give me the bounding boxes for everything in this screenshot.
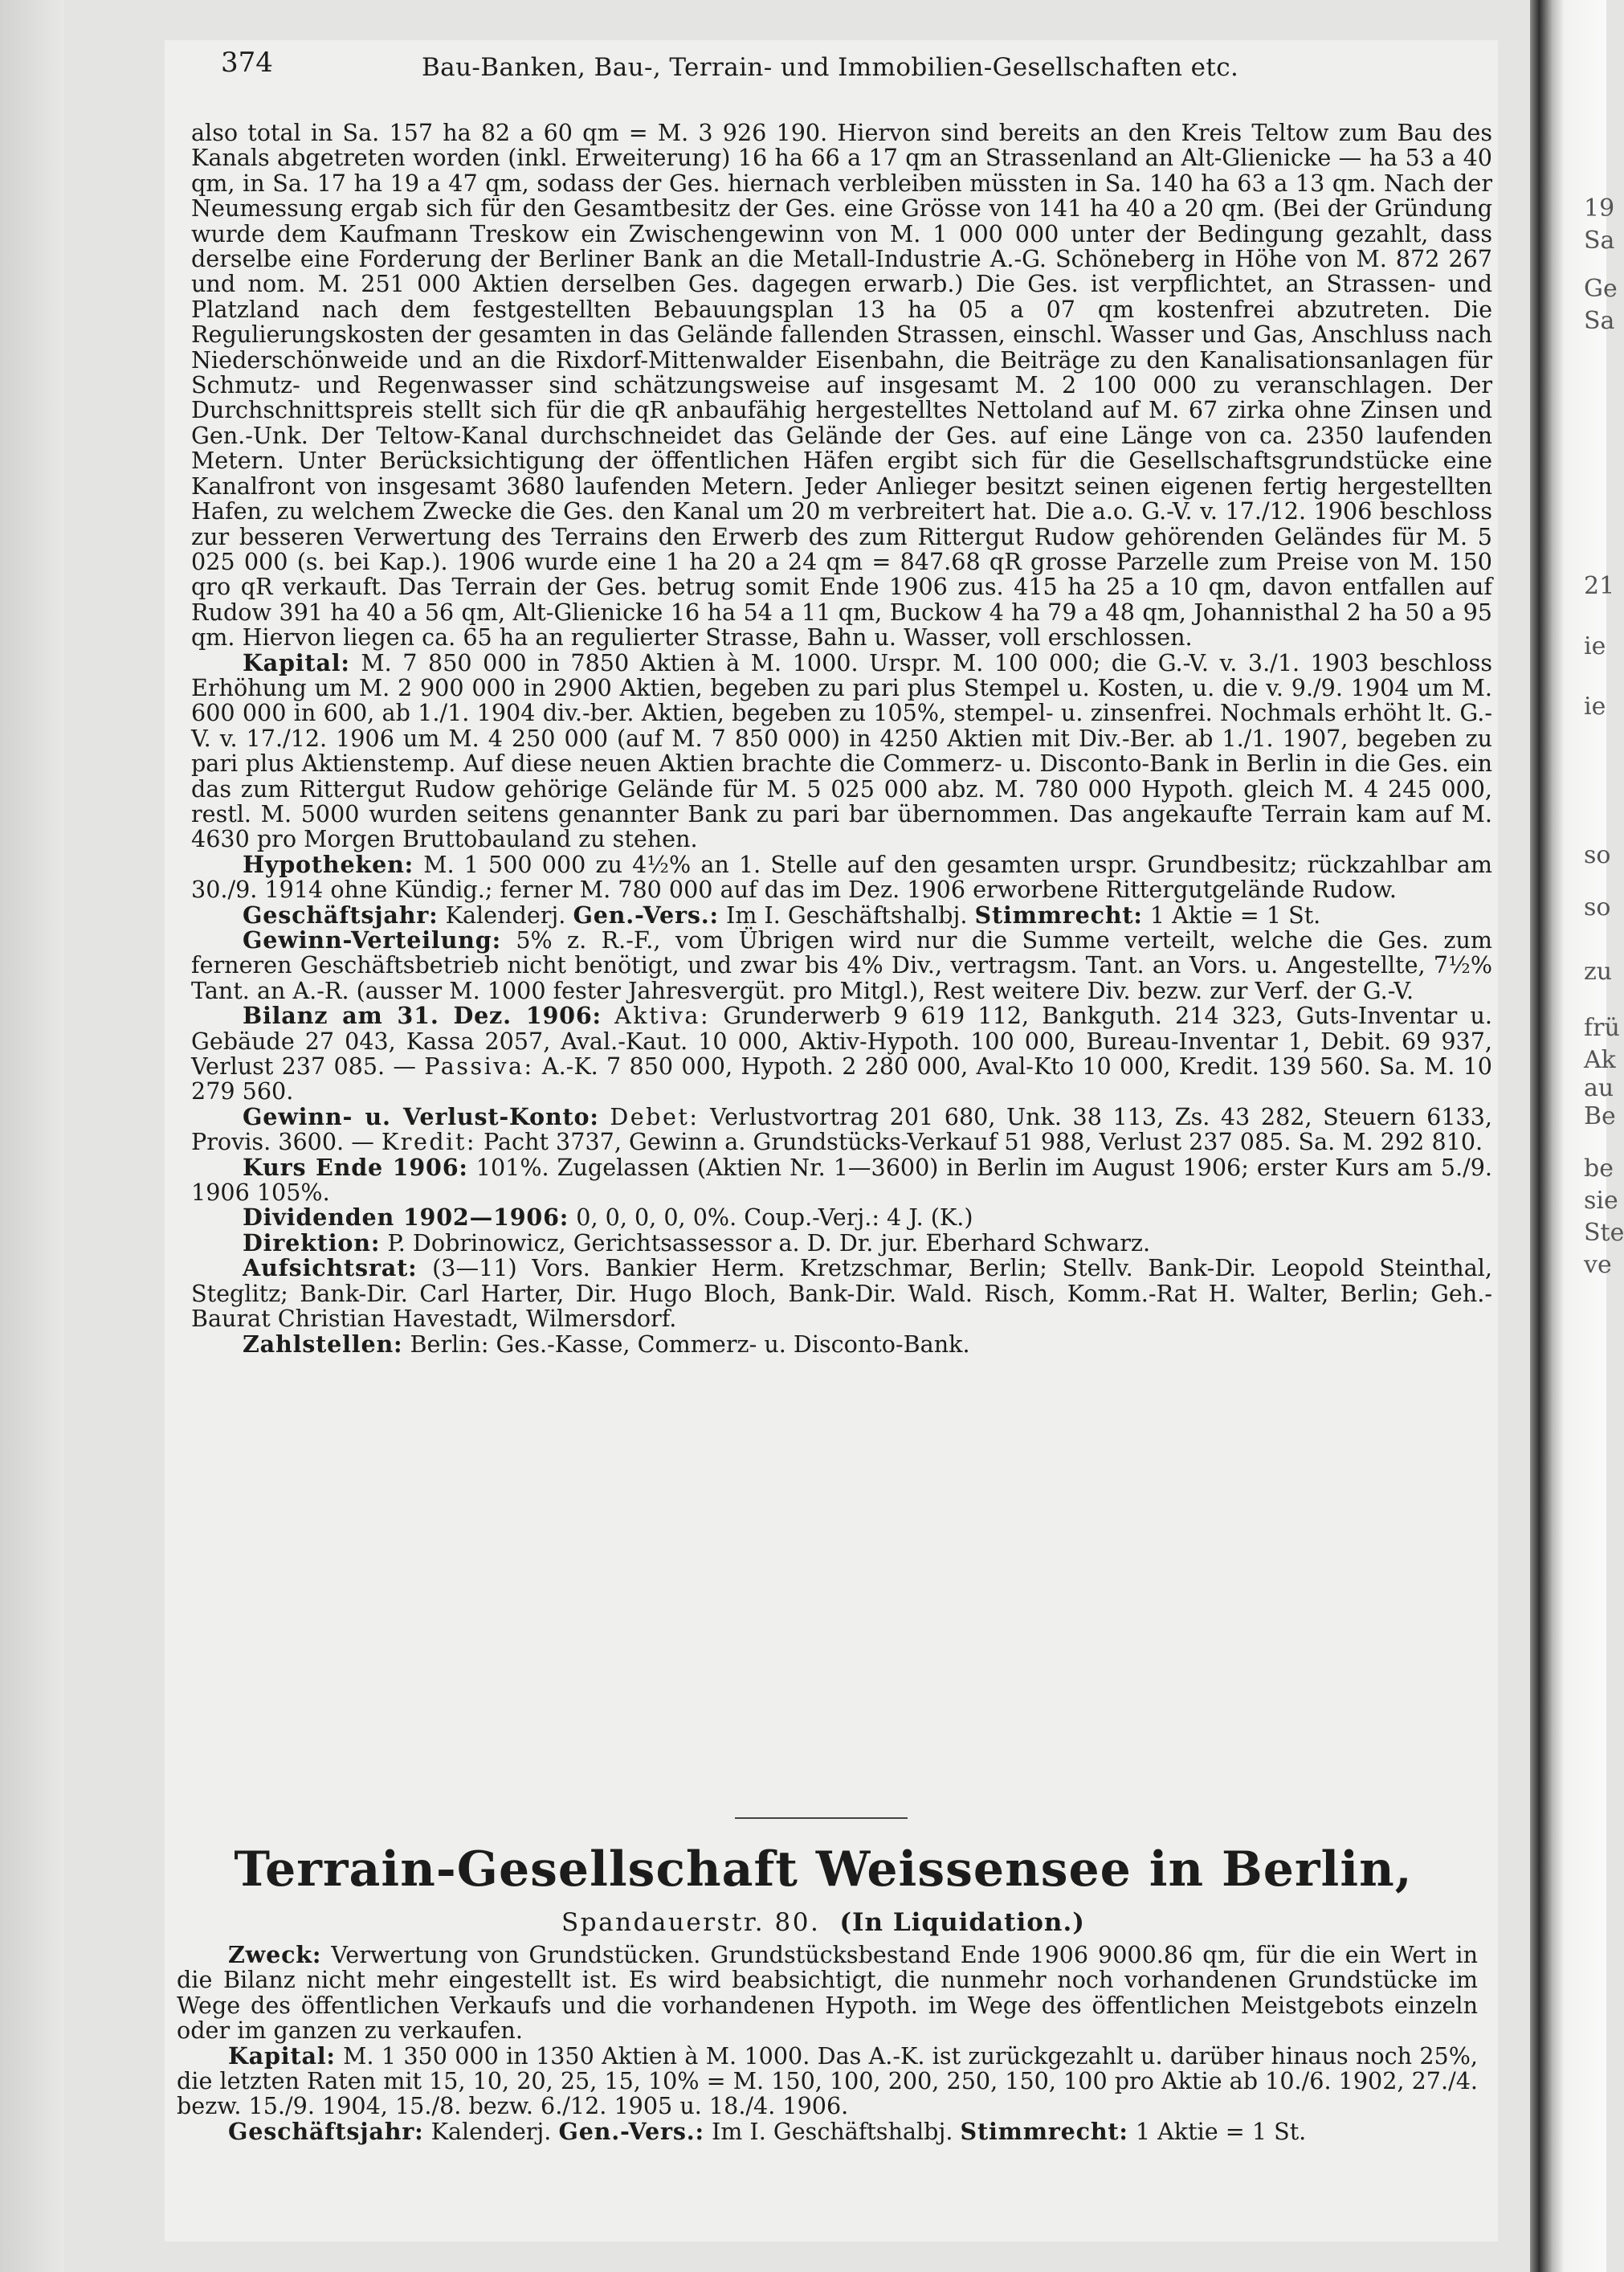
section-label: Gewinn- u. Verlust-Konto: — [243, 1102, 599, 1130]
section-text: M. 1 350 000 in 1350 Aktien à M. 1000. Das A.-K. ist zurückgezahlt u. darüber hinaus noch 25%, die letzten Raten mit 15, 10, 20, 25, 15, 10% = M. 150, 100, 200, 250, 150, 100 pro Aktie ab 10./6. 1902, 27./4. bezw. 15./9. 1904, 15./8. bezw. 6./12. 1905 u. 18./4. 1906. — [177, 2041, 1478, 2120]
section-aufsichtsrat — [191, 1256, 1492, 1331]
bleed-text: Ste — [1584, 1219, 1624, 1247]
debet-text: Verlustvortrag 201 680, Unk. 38 113, Zs. 43 282, Steuern 6133, Provis. 3600. — — [191, 1102, 1493, 1156]
company-heading: Terrain-Gesellschaft Weissensee in Berlin, — [234, 1841, 1413, 1898]
stimmrecht-label: Stimmrecht: — [960, 2117, 1128, 2145]
company-entry-body — [191, 121, 1492, 1357]
section-text: M. 7 850 000 in 7850 Aktien à M. 1000. Urspr. M. 100 000; die G.-V. v. 3./1. 1903 beschloss Erhöhung um M. 2 900 000 in 2900 Aktien, begeben zu pari plus Stempel u. Kosten, u. die v. 9./9. 1904 um M. 600 000 in 600, ab 1./1. 1904 div.-ber. Aktien, begeben zu 105%, stempel- u. zinsenfrei. Nochmals erhöht lt. G.-V. v. 17./12. 1906 um M. 4 250 000 (auf M. 7 850 000) in 4250 Aktien mit Div.-Ber. ab 1./1. 1907, begeben zu pari plus Aktienstemp. Auf diese neuen Aktien brachte die Commerz- u. Disconto-Bank in Berlin in die Ges. ein das zum Rittergut Rudow gehörige Gelände für M. 5 025 000 abz. M. 780 000 Hypoth. gleich M. 4 245 000, restl. M. 5000 wurden seitens genannter Bank zu pari bar übernommen. Das angekaufte Terrain kam auf M. 4630 pro Morgen Bruttobauland zu stehen. — [191, 648, 1492, 853]
section-label: Zweck: — [228, 1941, 322, 1968]
gen-vers-text: Im I. Geschäftshalbj. — [711, 2117, 953, 2145]
section-label: Dividenden 1902—1906: — [243, 1203, 569, 1232]
section-text: Kalenderj. — [445, 901, 566, 929]
running-title: Bau-Banken, Bau-, Terrain- und Immobilien-Gesellschaften etc. — [422, 53, 1239, 82]
aktiva-label: Aktiva: — [614, 1002, 711, 1030]
scan-left-margin — [0, 0, 64, 2272]
section-text: M. 1 500 000 zu 4½% an 1. Stelle auf den gesamten urspr. Grundbesitz; rückzahlbar am 30./9. 1914 ohne Kündig.; ferner M. 780 000 auf das im Dez. 1906 erworbene Rittergutgelände Rudow. — [191, 850, 1492, 904]
section-label: Gewinn-Verteilung: — [243, 926, 501, 954]
company-address — [161, 1908, 1486, 1937]
section-text: 0, 0, 0, 0, 0%. Coup.-Verj.: 4 J. (K.) — [576, 1203, 973, 1232]
section-zahlstellen — [191, 1332, 1492, 1357]
section-kurs — [191, 1155, 1492, 1206]
bleed-text: ve — [1584, 1251, 1612, 1279]
company2-entry-body — [177, 1943, 1478, 2144]
bleed-text: sie — [1584, 1187, 1618, 1215]
section-geschaeftsjahr — [191, 903, 1492, 928]
bleed-text: 19 — [1584, 194, 1615, 223]
stimmrecht-text: 1 Aktie = 1 St. — [1149, 901, 1321, 929]
bleed-text: Ge — [1584, 275, 1618, 303]
bleed-text: ie — [1584, 632, 1606, 660]
section-divider — [735, 1817, 908, 1819]
section-text: Kalenderj. — [430, 2117, 552, 2145]
section-label: Direktion: — [243, 1228, 381, 1257]
gen-vers-text: Im I. Geschäftshalbj. — [725, 901, 968, 929]
bleed-text: au — [1584, 1074, 1614, 1102]
kredit-label: Kredit: — [381, 1128, 476, 1156]
bleed-text: Sa — [1584, 307, 1615, 335]
section-gewinn-verteilung — [191, 928, 1492, 1003]
section-bilanz — [191, 1003, 1492, 1105]
stimmrecht-label: Stimmrecht: — [974, 901, 1143, 929]
section-label: Aufsichtsrat: — [243, 1254, 418, 1282]
stimmrecht-text: 1 Aktie = 1 St. — [1135, 2117, 1307, 2145]
debet-label: Debet: — [610, 1102, 700, 1130]
bleed-text: Be — [1584, 1102, 1616, 1130]
bleed-text: ie — [1584, 693, 1606, 721]
bleed-text: Sa — [1584, 227, 1615, 255]
section-dividenden — [191, 1205, 1492, 1230]
intro-paragraph: also total in Sa. 157 ha 82 a 60 qm = M. 3 926 190. Hiervon sind bereits an den Kreis Teltow zum Bau des Kanals abgetreten worden (inkl. Erweiterung) 16 ha 66 a 17 qm an Strassenland an Alt-Glienicke — ha 53 a 40 qm, in Sa. 17 ha 19 a 47 qm, sodass der Ges. hiernach verbleiben müssten in Sa. 140 ha 63 a 13 qm. Nach der Neumessung ergab sich für den Gesamtbesitz der Ges. eine Grösse von 141 ha 40 a 20 qm. (Bei der Gründung wurde dem Kaufmann Treskow ein Zwischengewinn von M. 1 000 000 unter der Bedingung gezahlt, dass derselbe eine Forderung der Berliner Bank an die Metall-Industrie A.-G. Schöneberg in Höhe von M. 872 267 und nom. M. 251 000 Aktien derselben Ges. dagegen erwarb.) Die Ges. ist verpflichtet, an Strassen- und Platzland nach dem festgestellten Bebauungsplan 13 ha 05 a 07 qm kostenfrei abzutreten. Die Regulierungskosten der gesamten in das Gelände fallenden Strassen, einschl. Wasser und Gas, Anschluss nach Niederschönweide und an die Rixdorf-Mittenwalder Eisenbahn, die Beiträge zu den Kanalisationsanlagen für Schmutz- und Regenwasser sind schätzungsweise auf insgesamt M. 2 100 000 zu veranschlagen. Der Durchschnittspreis stellt sich für die qR anbaufähig hergestelltes Nettoland auf M. 67 zirka ohne Zinsen und Gen.-Unk. Der Teltow-Kanal durchschneidet das Gelände der Ges. auf eine Länge von ca. 2350 laufenden Metern. Unter Berücksichtigung der öffentlichen Häfen ergibt sich für die Gesellschaftsgrundstücke eine Kanalfront von insgesamt 3680 laufenden Metern. Jeder Anlieger besitzt seinen eigenen fertig hergestellten Hafen, zu welchem Zwecke die Ges. den Kanal um 20 m verbreitert hat. Die a.o. G.-V. v. 17./12. 1906 beschloss zur besseren Verwertung des Terrains den Erwerb des zum Rittergut Rudow gehörenden Geländes für M. 5 025 000 (s. bei Kap.). 1906 wurde eine 1 ha 20 a 24 qm = 847.68 qR grosse Parzelle zum Preise von M. 150 qro qR verkauft. Das Terrain der Ges. betrug somit Ende 1906 zus. 415 ha 25 a 10 qm, davon entfallen auf Rudow 391 ha 40 a 56 qm, Alt-Glienicke 16 ha 54 a 11 qm, Buckow 4 ha 79 a 48 qm, Johannisthal 2 ha 50 a 95 qm. Hiervon liegen ca. 65 ha an regulierter Strasse, Bahn u. Wasser, voll erschlossen. — [191, 119, 1492, 652]
section-label: Geschäftsjahr: — [228, 2117, 424, 2145]
gen-vers-label: Gen.-Vers.: — [573, 901, 719, 929]
running-header — [221, 47, 1313, 103]
section-label: Kurs Ende 1906: — [243, 1153, 468, 1181]
section-text: P. Dobrinowicz, Gerichtsassessor a. D. Dr. jur. Eberhard Schwarz. — [387, 1228, 1151, 1257]
section-label: Geschäftsjahr: — [243, 901, 439, 929]
passiva-label: Passiva: — [424, 1052, 534, 1081]
section-text: Verwertung von Grundstücken. Grundstücksbestand Ende 1906 9000.86 qm, für die ein Wert in die Bilanz nicht mehr eingestellt ist. Es wird beabsichtigt, die nunmehr noch vorhandenen Grundstücke im Wege des öffentlichen Verkaufs und die vorhandenen Hypoth. im Wege des öffentlichen Meistgebots einzeln oder im ganzen zu verkaufen. — [177, 1941, 1478, 2045]
bleed-text: zu — [1584, 958, 1613, 986]
bleed-text: 21 — [1584, 572, 1615, 600]
section-label: Zahlstellen: — [243, 1330, 403, 1358]
section-kapital-2 — [177, 2041, 1478, 2120]
section-text: (3—11) Vors. Bankier Herm. Kretzschmar, Berlin; Stellv. Bank-Dir. Leopold Steinthal, Steglitz; Bank-Dir. Carl Harter, Dir. Hugo Bloch, Bank-Dir. Wald. Risch, Komm.-Rat H. Walter, Berlin; Geh.-Baurat Christian Havestadt, Wilmersdorf. — [191, 1254, 1492, 1333]
section-label: Hypotheken: — [243, 850, 414, 878]
address-text: Spandauerstr. 80. — [561, 1908, 821, 1937]
section-label: Kapital: — [243, 648, 350, 676]
kredit-text: Pacht 3737, Gewinn a. Grundstücks-Verkauf 51 988, Verlust 237 085. Sa. M. 292 810. — [484, 1128, 1483, 1156]
liquidation-status: (In Liquidation.) — [839, 1908, 1085, 1937]
gen-vers-label: Gen.-Vers.: — [558, 2117, 704, 2145]
section-kapital — [191, 648, 1492, 853]
section-text: 5% z. R.-F., vom Übrigen wird nur die Summe verteilt, welche die Ges. zum ferneren Geschäftsbetrieb nicht benötigt, und zwar bis 4% Div., vertragsm. Tant. an Vors. u. Angestellte, 7½% Tant. an A.-R. (ausser M. 1000 fester Jahresvergüt. pro Mitgl.), Rest weitere Div. bezw. zur Verf. der G.-V. — [191, 926, 1492, 1004]
passiva-text: A.-K. 7 850 000, Hypoth. 2 280 000, Aval-Kto 10 000, Kredit. 139 560. Sa. M. 10 279 560. — [191, 1052, 1492, 1105]
section-text: Berlin: Ges.-Kasse, Commerz- u. Disconto-Bank. — [410, 1330, 970, 1358]
scan-gutter — [1530, 0, 1606, 2272]
bleed-text: frü — [1584, 1014, 1620, 1042]
bleed-text: so — [1584, 841, 1611, 869]
section-text: 101%. Zugelassen (Aktien Nr. 1—3600) in Berlin im August 1906; erster Kurs am 5./9. 1906 105%. — [191, 1153, 1492, 1207]
page-number: 374 — [221, 47, 273, 79]
section-label: Kapital: — [228, 2041, 336, 2070]
aktiva-text: Grunderwerb 9 619 112, Bankguth. 214 323, Guts-Inventar u. Gebäude 27 043, Kassa 2057, Aval.-Kaut. 10 000, Aktiv-Hypoth. 100 000, Bureau-Inventar 1, Debit. 69 937, Verlust 237 085. — — [191, 1002, 1492, 1081]
section-direktion — [191, 1228, 1492, 1257]
bleed-text: be — [1584, 1154, 1614, 1183]
section-zweck — [177, 1943, 1478, 2044]
bleed-text: Ak — [1584, 1046, 1616, 1074]
section-gewinn-verlust — [191, 1102, 1493, 1156]
section-geschaeftsjahr-2 — [177, 2119, 1478, 2144]
bleed-text: so — [1584, 893, 1611, 921]
section-hypotheken — [191, 852, 1492, 903]
section-label: Bilanz am 31. Dez. 1906: — [243, 1002, 602, 1030]
